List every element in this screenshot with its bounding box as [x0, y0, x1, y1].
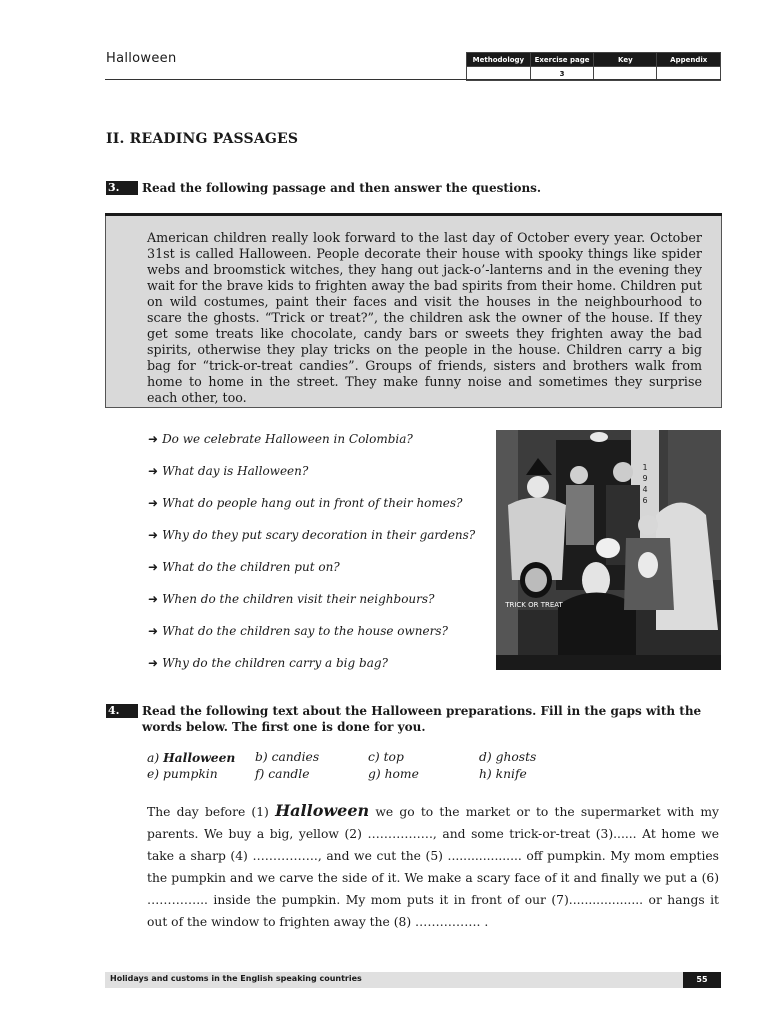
arrow-right-icon: ➜ [148, 496, 159, 510]
question-text: Do we celebrate Halloween in Colombia? [162, 432, 413, 446]
arrow-right-icon: ➜ [148, 528, 159, 542]
question-text: What do people hang out in front of their homes? [162, 496, 463, 510]
gap-text-part: The day before (1) [147, 805, 276, 819]
word-bank-item: e) pumpkin [147, 767, 218, 781]
list-item [148, 528, 488, 560]
reading-passage: American children really look forward to the last day of October every year. October 31st is called Halloween. People decorate their house with spooky things like spider webs and broomstick witches, they hang out jack-o’-lanterns and in the evening they wait for the brave kids to frighten away the bad spirits from their home. Children put on wild costumes, paint their faces and visit the houses in the neighbourhood to scare the ghosts. “Trick or treat?”, the children ask the owner of the house. If they get some treats like chocolate, candy bars or sweets they frighten away the bad spirits, otherwise they play tricks on the people in the house. Children carry a big bag for “trick-or-treat candies”. Groups of friends, sisters and brothers walk from home to home in the street. They make funny noise and sometimes they surprise each other, too. [147, 230, 702, 405]
page-number: 55 [683, 972, 721, 988]
word-bank-item: b) candies [255, 750, 320, 764]
word-bank-item: c) top [368, 750, 404, 764]
arrow-right-icon: ➜ [148, 464, 159, 478]
nav-key[interactable]: Key [594, 53, 657, 67]
footer-text: Holidays and customs in the English speaking countries [110, 974, 362, 983]
bag-text: TRICK OR TREAT [505, 601, 563, 609]
question-list [148, 432, 488, 688]
nav-methodology[interactable]: Methodology [467, 53, 531, 67]
list-item [148, 496, 488, 528]
nav-appendix[interactable]: Appendix [657, 53, 721, 67]
list-item [148, 592, 488, 624]
word-bank-item: f) candle [255, 767, 310, 781]
nav-exercise-page-value: 3 [530, 67, 593, 81]
house-number-4: 4 [642, 485, 648, 494]
list-item [148, 464, 488, 496]
word-bank-item: g) home [368, 767, 419, 781]
word-bank-answer: Halloween [163, 750, 236, 765]
house-number-9: 9 [642, 474, 648, 483]
arrow-right-icon: ➜ [148, 656, 159, 670]
gap-text-part: we go to the market or to the supermarket with my parents. We buy a big, yellow (2) ……………., and some trick-or-treat (3)...... At home we take a sharp (4) ……………., and we cut the (5) ................... off pumpkin. My mom empties the pumpkin and we carve the side of it. We make a scary face of it and finally we put a (6) …………... inside the pumpkin. My mom puts it in front of our (7)................... or hangs it out of the window to frighten away the (8) ……………. . [147, 805, 719, 929]
arrow-right-icon: ➜ [148, 624, 159, 638]
question-text: When do the children visit their neighbours? [162, 592, 435, 606]
nav-exercise-page[interactable]: Exercise page [530, 53, 593, 67]
example-answer: Halloween [275, 801, 370, 820]
word-bank-item: a) Halloween [147, 750, 236, 765]
exercise-3-instruction: Read the following passage and then answer the questions. [142, 181, 542, 195]
house-number-1: 1 [642, 463, 648, 472]
question-text: What day is Halloween? [162, 464, 309, 478]
word-bank-item: h) knife [479, 767, 527, 781]
question-text: Why do they put scary decoration in their gardens? [162, 528, 476, 542]
list-item [148, 560, 488, 592]
page-header-title: Halloween [106, 51, 177, 66]
arrow-right-icon: ➜ [148, 560, 159, 574]
question-text: What do the children say to the house owners? [162, 624, 448, 638]
arrow-right-icon: ➜ [148, 432, 159, 446]
gap-fill-text [147, 800, 719, 933]
question-text: What do the children put on? [162, 560, 340, 574]
arrow-right-icon: ➜ [148, 592, 159, 606]
section-title: II. READING PASSAGES [106, 131, 299, 147]
word-bank-item: d) ghosts [479, 750, 537, 764]
list-item [148, 624, 488, 656]
list-item [148, 656, 488, 688]
halloween-children-photo [496, 430, 721, 670]
question-text: Why do the children carry a big bag? [162, 656, 388, 670]
list-item [148, 432, 488, 464]
header-divider [105, 79, 721, 80]
exercise-4-number: 4. [106, 704, 138, 718]
nav-table [466, 52, 721, 81]
exercise-4-instruction: Read the following text about the Halloween preparations. Fill in the gaps with the words below. The first one is done for you. [142, 704, 702, 734]
exercise-3-number: 3. [106, 181, 138, 195]
house-number-6: 6 [642, 496, 648, 505]
